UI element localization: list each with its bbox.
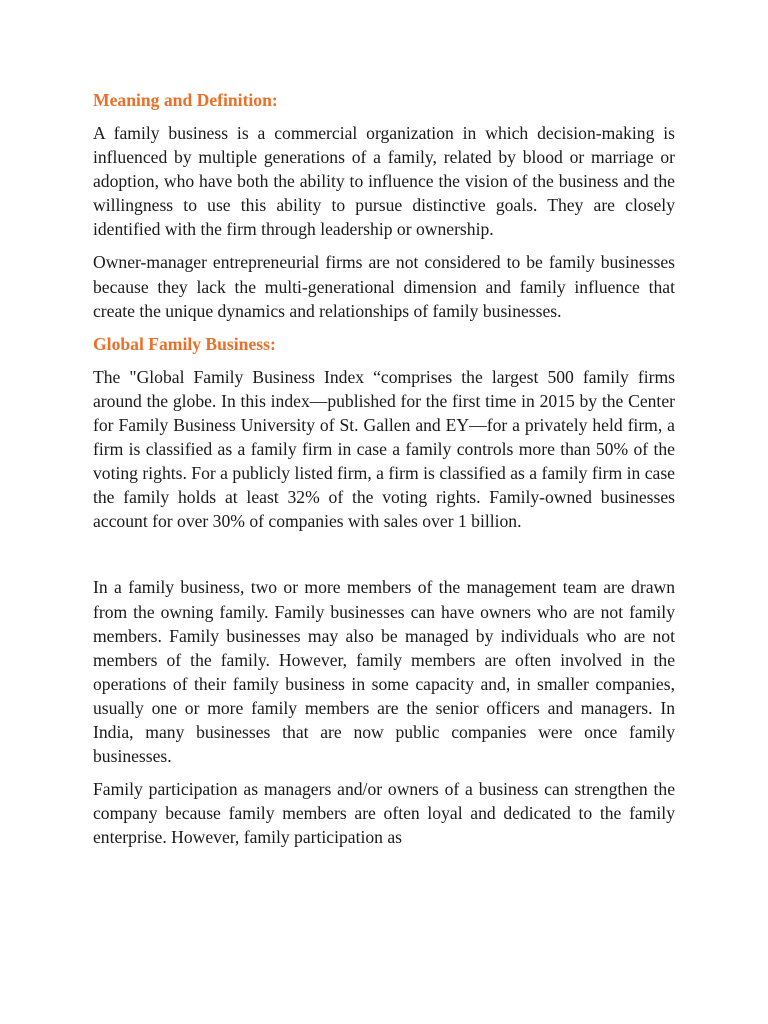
paragraph-global-index: The "Global Family Business Index “comprises the largest 500 family firms around the globe. In this index—published for the first time in 2015 by the Center for Family Business University of St. Gallen and EY—for a privately held firm, a firm is classified as a family firm in case a family controls more than 50% of the voting rights. For a publicly listed firm, a firm is classified as a family firm in case the family holds at least 32% of the voting rights. Family-owned businesses account for over 30% of companies with sales over 1 billion.: [93, 366, 675, 532]
document-page: [93, 88, 675, 858]
paragraph-owner-manager: Owner-manager entrepreneurial firms are not considered to be family businesses because they lack the multi-generational dimension and family influence that create the unique dynamics and relationships of family businesses.: [93, 252, 675, 321]
paragraph-gap: [93, 542, 675, 575]
heading-meaning-and-definition: Meaning and Definition:: [93, 90, 278, 110]
paragraph-family-participation: Family participation as managers and/or owners of a business can strengthen the company because family members are often loyal and dedicated to the family enterprise. However, family participation as: [93, 779, 675, 848]
paragraph-management-team: In a family business, two or more members of the management team are drawn from the owning family. Family businesses can have owners who are not family members. Family businesses may also be managed by individuals who are not members of the family. However, family members are often involved in the operations of their family business in some capacity and, in smaller companies, usually one or more family members are the senior officers and managers. In India, many businesses that are now public companies were once family businesses.: [93, 577, 675, 767]
heading-global-family-business: Global Family Business:: [93, 333, 276, 354]
paragraph-definition: A family business is a commercial organization in which decision-making is influenced by multiple generations of a family, related by blood or marriage or adoption, who have both the ability to influence the vision of the business and the willingness to use this ability to pursue distinctive goals. They are closely identified with the firm through leadership or ownership.: [93, 123, 675, 240]
